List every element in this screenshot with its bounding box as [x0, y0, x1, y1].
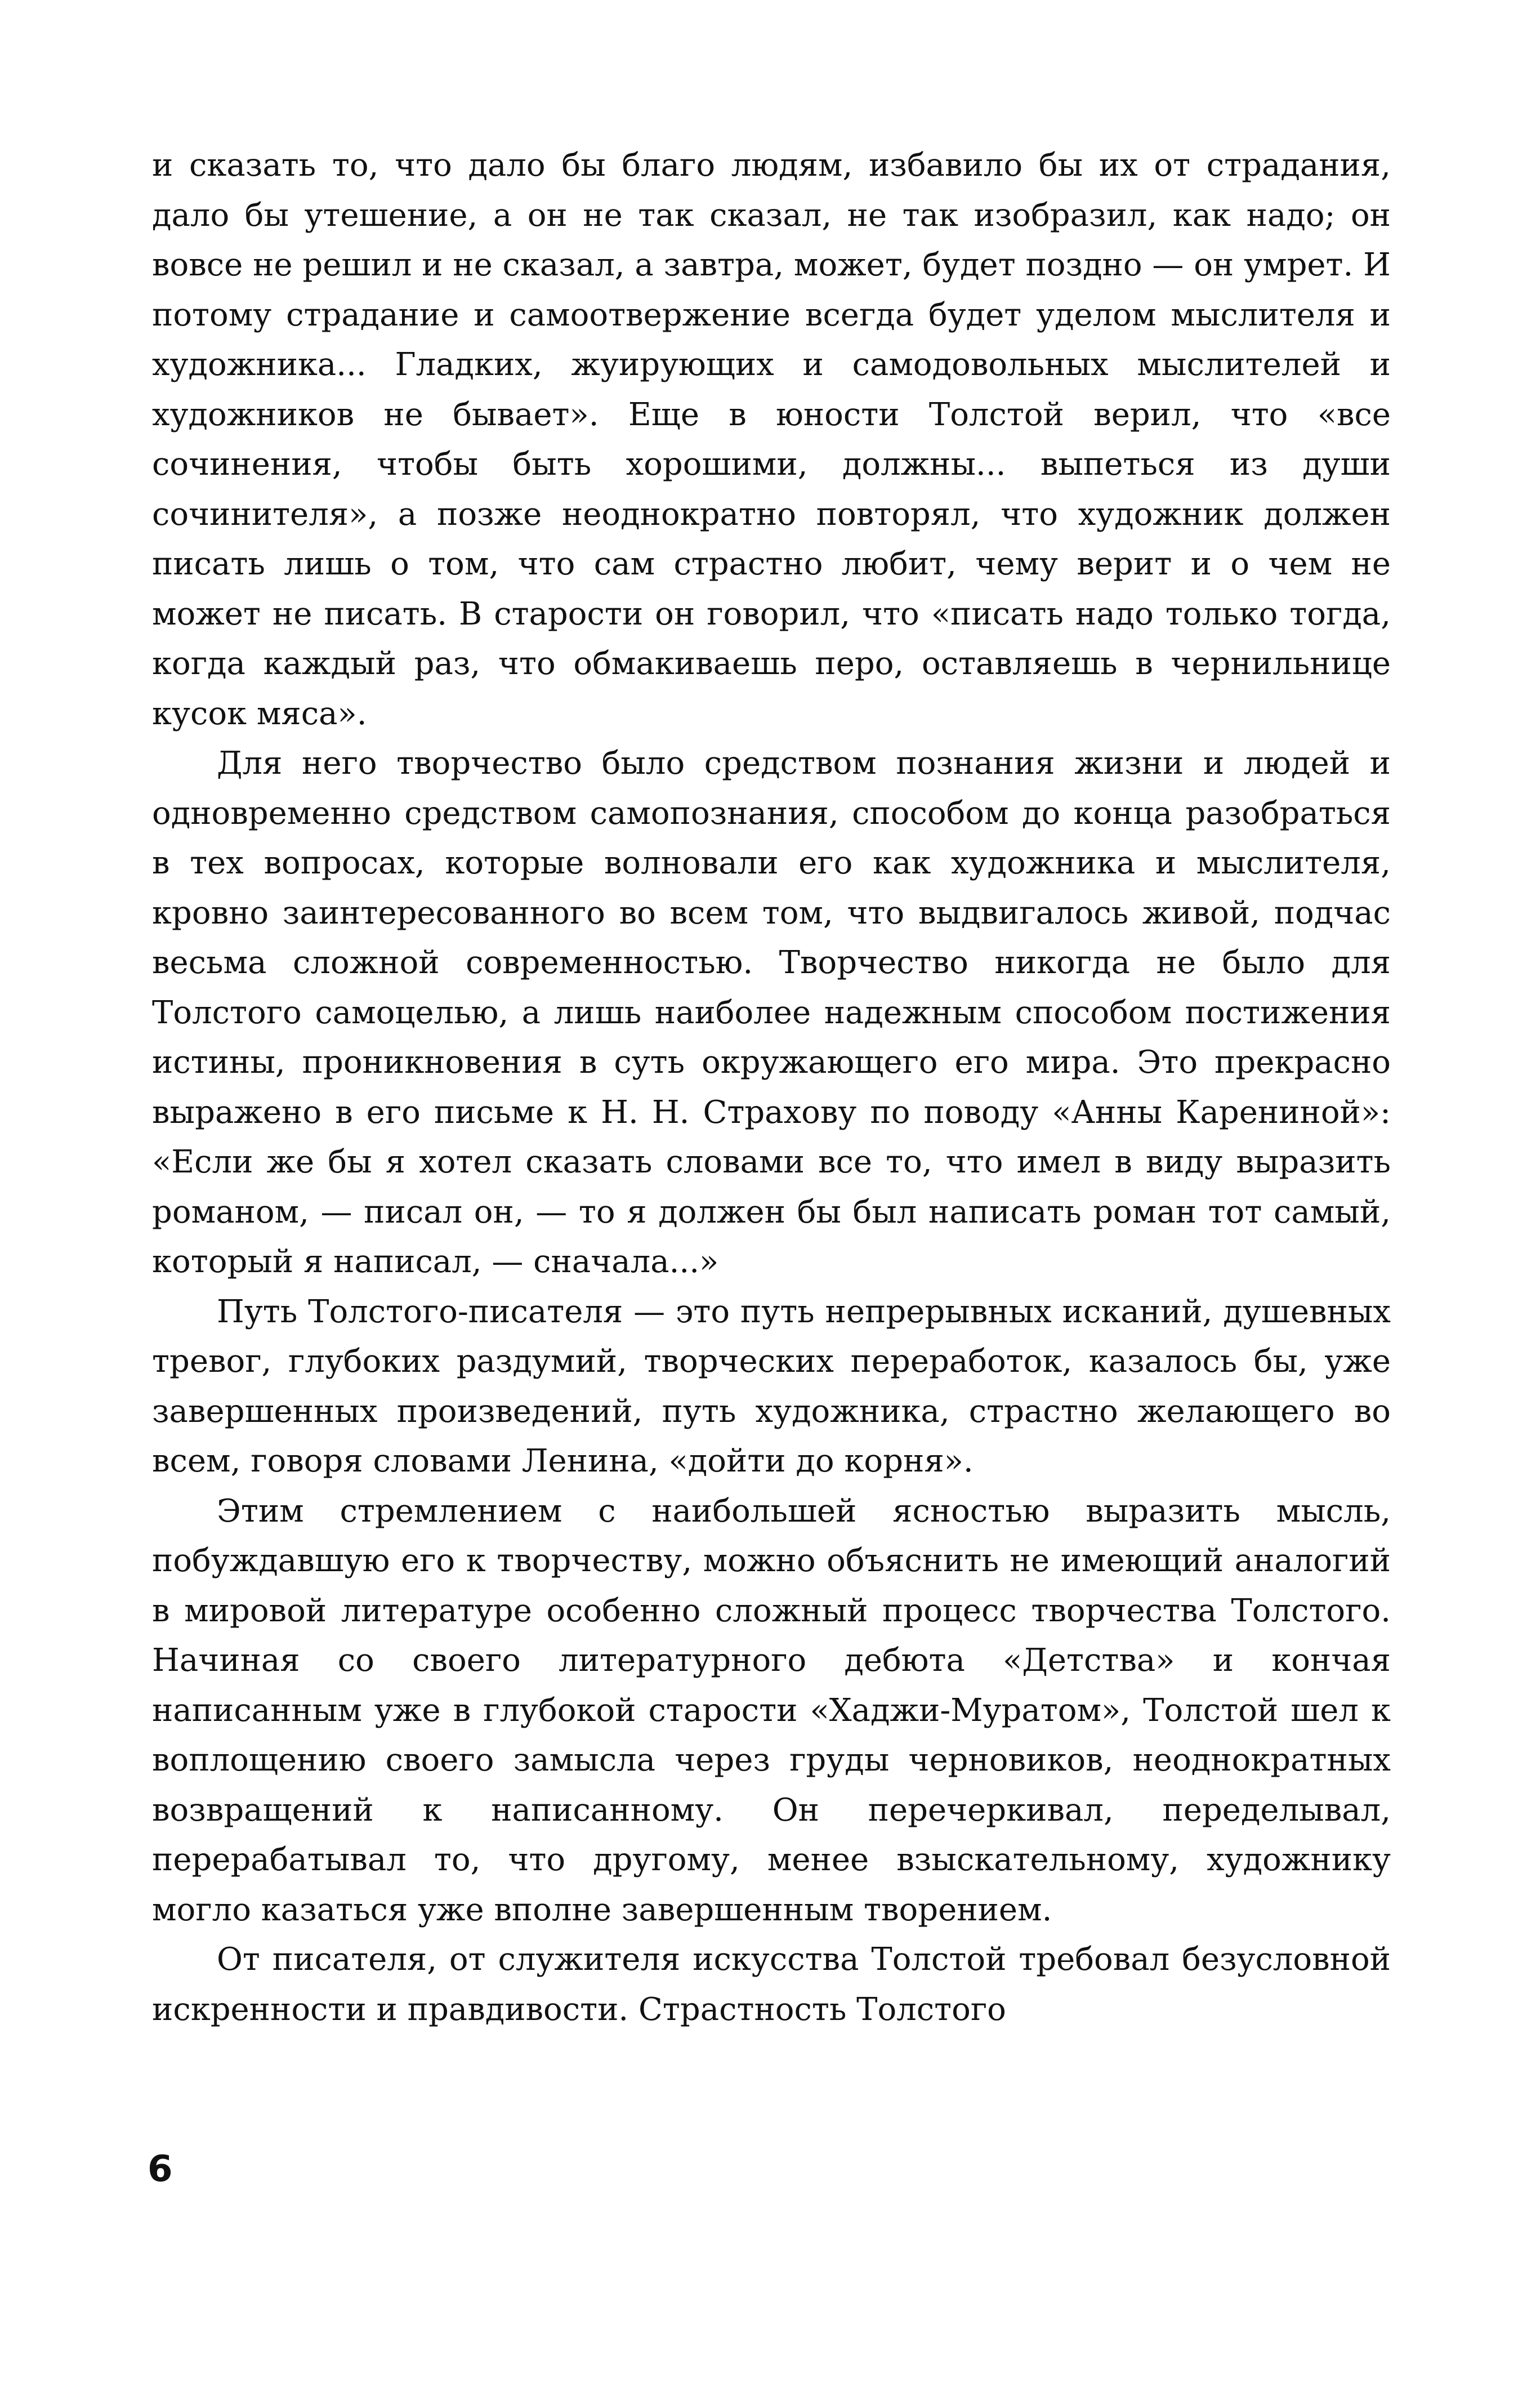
page-number: 6 — [148, 2148, 173, 2190]
paragraph-creativity: Для него творчество было средством познания жизни и людей и одновременно средством самопознания, способом до конца разобраться в тех вопросах, которые волновали его как художника и мыслителя, кровно заинтересованного во всем том, что выдвигалось живой, подчас весьма сложной современностью. Творчество никогда не было для Толстого самоцелью, а лишь наиболее надежным способом постижения истины, проникновения в суть окружающего его мира. Это прекрасно выражено в его письме к Н. Н. Страхову по поводу «Анны Карениной»: «Если же бы я хотел сказать словами все то, что имел в виду выразить романом, — писал он, — то я должен бы был написать роман тот самый, который я написал, — сначала...» — [152, 745, 1391, 1280]
paragraph-path: Путь Толстого-писателя — это путь непрерывных исканий, душевных тревог, глубоких раздумий, творческих переработок, казалось бы, уже завершенных произведений, путь художника, страстно желающего во всем, говоря словами Ленина, «дойти до корня». — [152, 1293, 1391, 1479]
paragraph-sincerity: От писателя, от служителя искусства Толстой требовал безусловной искренности и правдивости. Страстность Толстого — [152, 1941, 1391, 2028]
body-text — [152, 141, 1391, 2035]
paragraph-process: Этим стремлением с наибольшей ясностью выразить мысль, побуждавшую его к творчеству, можно объяснить не имеющий аналогий в мировой литературе особенно сложный процесс творчества Толстого. Начиная со своего литературного дебюта «Детства» и кончая написанным уже в глубокой старости «Хаджи-Муратом», Толстой шел к воплощению своего замысла через груды черновиков, неоднократных возвращений к написанному. Он перечеркивал, переделывал, перерабатывал то, что другому, менее взыскательному, художнику могло казаться уже вполне завершенным творением. — [152, 1492, 1391, 1928]
paragraph-continuation: и сказать то, что дало бы благо людям, избавило бы их от страдания, дало бы утешение, а он не так сказал, не так изобразил, как надо; он вовсе не решил и не сказал, а завтра, может, будет поздно — он умрет. И потому страдание и самоотвержение всегда будет уделом мыслителя и художника... Гладких, жуирующих и самодовольных мыслителей и художников не бывает». Еще в юности Толстой верил, что «все сочинения, чтобы быть хорошими, должны... выпеться из души сочинителя», а позже неоднократно повторял, что художник должен писать лишь о том, что сам страстно любит, чему верит и о чем не может не писать. В старости он говорил, что «писать надо только тогда, когда каждый раз, что обмакиваешь перо, оставляешь в чернильнице кусок мяса». — [152, 147, 1391, 732]
